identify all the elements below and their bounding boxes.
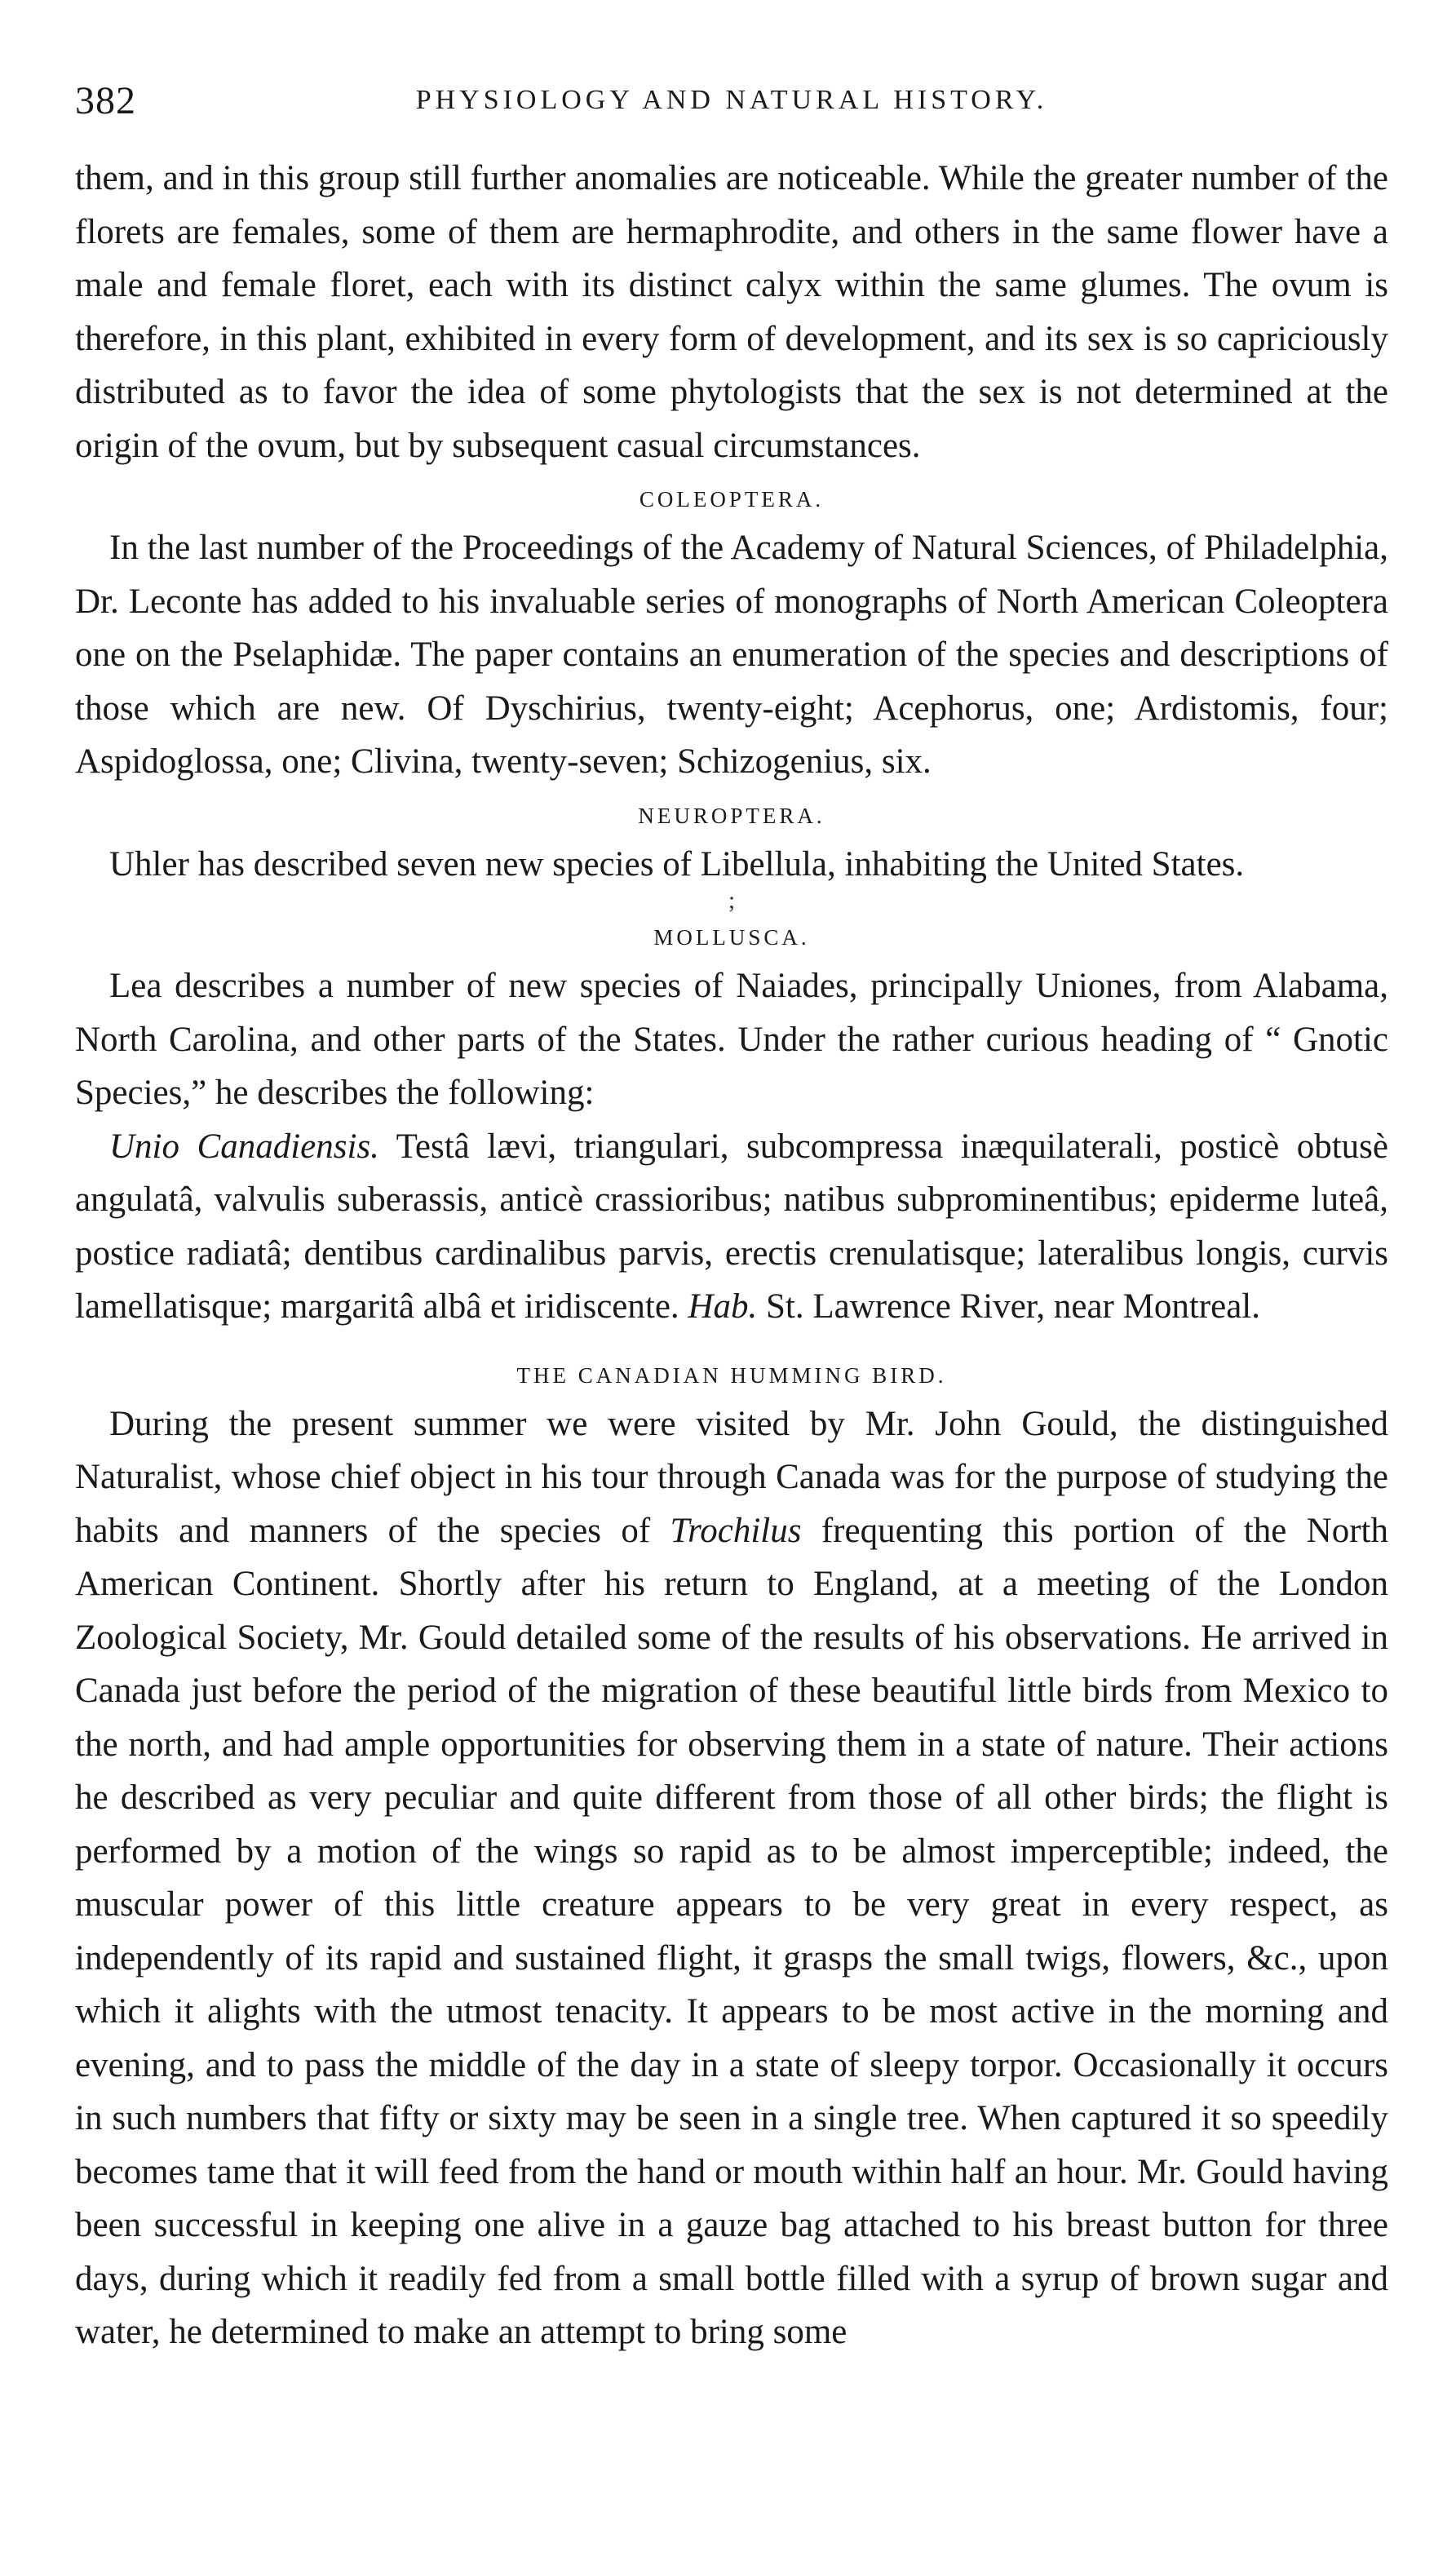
stray-ink-mark: ; — [728, 887, 736, 914]
species-name: Unio Canadiensis. — [109, 1127, 379, 1166]
species-description-paragraph — [75, 1120, 1388, 1334]
running-head — [75, 78, 1388, 144]
section-heading-neuroptera: NEUROPTERA. — [638, 803, 825, 828]
neuroptera-paragraph: Uhler has described seven new species of Libellula, inhabiting the United States. — [109, 844, 1245, 884]
humming-bird-text-after: frequenting this portion of the North American Continent. Shortly after his return to England, at a meeting of the London Zoological Society, Mr. Gould detailed some of the results of his observations. He arrived in Canada just before the period of the migration of these beautiful little birds from Mexico to the north, and had ample opportunities for observing them in a state of nature. Their actions he described as very peculiar and quite different from those of all other birds; the flight is performed by a motion of the wings so rapid as to be almost imperceptible; indeed, the muscular power of this little creature appears to be very great in every respect, as independently of its rapid and sustained flight, it grasps the small twigs, flowers, &c., upon which it alights with the utmost tenacity. It appears to be most active in the morning and evening, and to pass the middle of the day in a state of sleepy torpor. Occasionally it occurs in such numbers that fifty or sixty may be seen in a single tree. When captured it so speedily becomes tame that it will feed from the hand or mouth within half an hour. Mr. Gould having been successful in keeping one alive in a gauze bag attached to his breast button for three days, during which it readily fed from a small bottle filled with a syrup of brown sugar and water, he determined to make an attempt to bring some — [75, 1511, 1389, 2351]
intro-paragraph: them, and in this group still further anomalies are noticeable. While the greater number of the florets are females, some of them are hermaphrodite, and others in the same flower have a male and female floret, each with its distinct calyx within the same glumes. The ovum is therefore, in this plant, exhibited in every form of development, and its sex is so capriciously distributed as to favor the idea of some phytologists that the sex is not determined at the origin of the ovum, but by subsequent casual circumstances. — [75, 159, 1388, 465]
section-heading-mollusca: MOLLUSCA. — [653, 925, 810, 950]
page-number: 382 — [75, 79, 136, 122]
section-heading-coleoptera: COLEOPTERA. — [639, 487, 825, 512]
book-page — [75, 78, 1388, 2359]
section-heading-humming-bird: THE CANADIAN HUMMING BIRD. — [516, 1362, 947, 1388]
coleoptera-paragraph: In the last number of the Proceedings of the Academy of Natural Sciences, of Philadelphia, Dr. Leconte has added to his invaluable series of monographs of North American Coleoptera one on the Pselaphidæ. The paper contains an enumeration of the species and descriptions of those which are new. Of Dyschirius, twenty-eight; Acephorus, one; Ardistomis, four; Aspidoglossa, one; Clivina, twenty-seven; Schizogenius, six. — [75, 529, 1388, 781]
mollusca-paragraph: Lea describes a number of new species of Naiades, principally Uniones, from Alabama, North Carolina, and other parts of the States. Under the rather curious heading of “ Gnotic Species,” he describes the following: — [75, 967, 1388, 1112]
species-description: Testâ lævi, triangulari, subcompressa inæquilaterali, posticè obtusè angulatâ, valvulis suberassis, anticè crassioribus; natibus subprominentibus; epiderme luteâ, postice radiatâ; dentibus cardinalibus parvis, erectis crenulatisque; lateralibus longis, curvis lamellatisque; margaritâ albâ et iridiscente. — [75, 1127, 1388, 1326]
humming-bird-text-before: During the present summer we were visited by Mr. John Gould, the distinguished Naturalist, whose chief object in his tour through Canada was for the purpose of studying the habits and manners of the species of — [75, 1404, 1388, 1550]
genus-name: Trochilus — [670, 1511, 802, 1550]
running-title: PHYSIOLOGY AND NATURAL HISTORY. — [415, 85, 1048, 115]
habitat-label: Hab. — [688, 1287, 758, 1326]
humming-bird-paragraph — [75, 1397, 1388, 2359]
habitat-text: St. Lawrence River, near Montreal. — [765, 1287, 1260, 1326]
